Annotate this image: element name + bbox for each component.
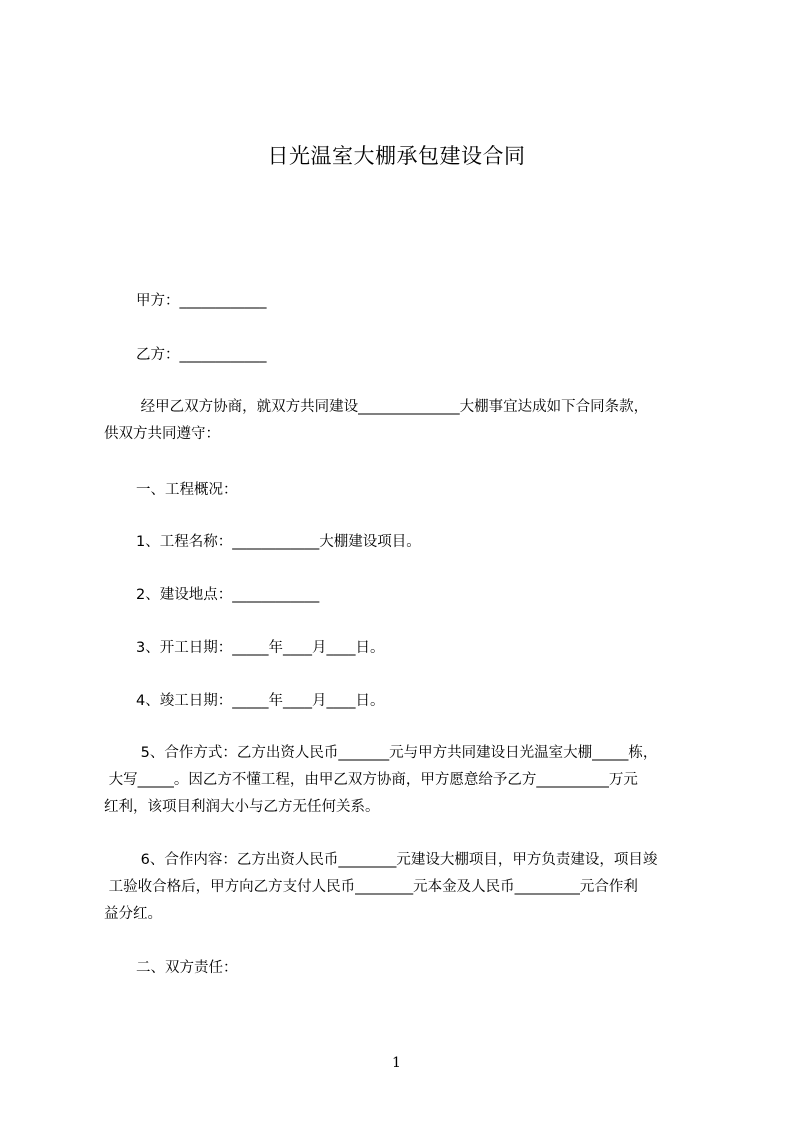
intro-paragraph xyxy=(104,394,704,448)
document-title: 日光温室大棚承包建设合同 xyxy=(267,144,526,168)
item-5-cooperation-method xyxy=(104,740,704,821)
item-6-line-3: 益分红。 xyxy=(104,906,162,922)
item-5-line-1: 5、合作方式：乙方出资人民币_______元与甲方共同建设日光温室大棚_____栋， xyxy=(136,745,658,761)
party-b-line: 乙方：____________ xyxy=(136,347,267,363)
party-a-line: 甲方：____________ xyxy=(136,293,267,309)
page-number: 1 xyxy=(392,1055,401,1071)
item-5-line-2: 大写_____。因乙方不懂工程，由甲乙双方协商，甲方愿意给予乙方__________万元 xyxy=(104,772,638,788)
item-4-completion-date: 4、竣工日期：_____年____月____日。 xyxy=(136,693,385,709)
item-2-location: 2、建设地点：____________ xyxy=(136,587,320,603)
item-5-line-3: 红利，该项目利润大小与乙方无任何关系。 xyxy=(104,799,380,815)
item-1-project-name: 1、工程名称：____________大棚建设项目。 xyxy=(136,534,421,550)
item-6-cooperation-content xyxy=(104,847,704,928)
section-2-heading: 二、双方责任： xyxy=(136,960,238,976)
item-6-line-2: 工验收合格后，甲方向乙方支付人民币________元本金及人民币_________元合作利 xyxy=(104,879,638,895)
item-3-start-date: 3、开工日期：_____年____月____日。 xyxy=(136,640,385,656)
section-1-heading: 一、工程概况： xyxy=(136,482,238,498)
intro-line-2: 供双方共同遵守： xyxy=(104,426,220,442)
intro-line-1: 经甲乙双方协商，就双方共同建设______________大棚事宜达成如下合同条款， xyxy=(136,399,649,415)
item-6-line-1: 6、合作内容：乙方出资人民币________元建设大棚项目，甲方负责建设，项目竣 xyxy=(136,852,658,868)
